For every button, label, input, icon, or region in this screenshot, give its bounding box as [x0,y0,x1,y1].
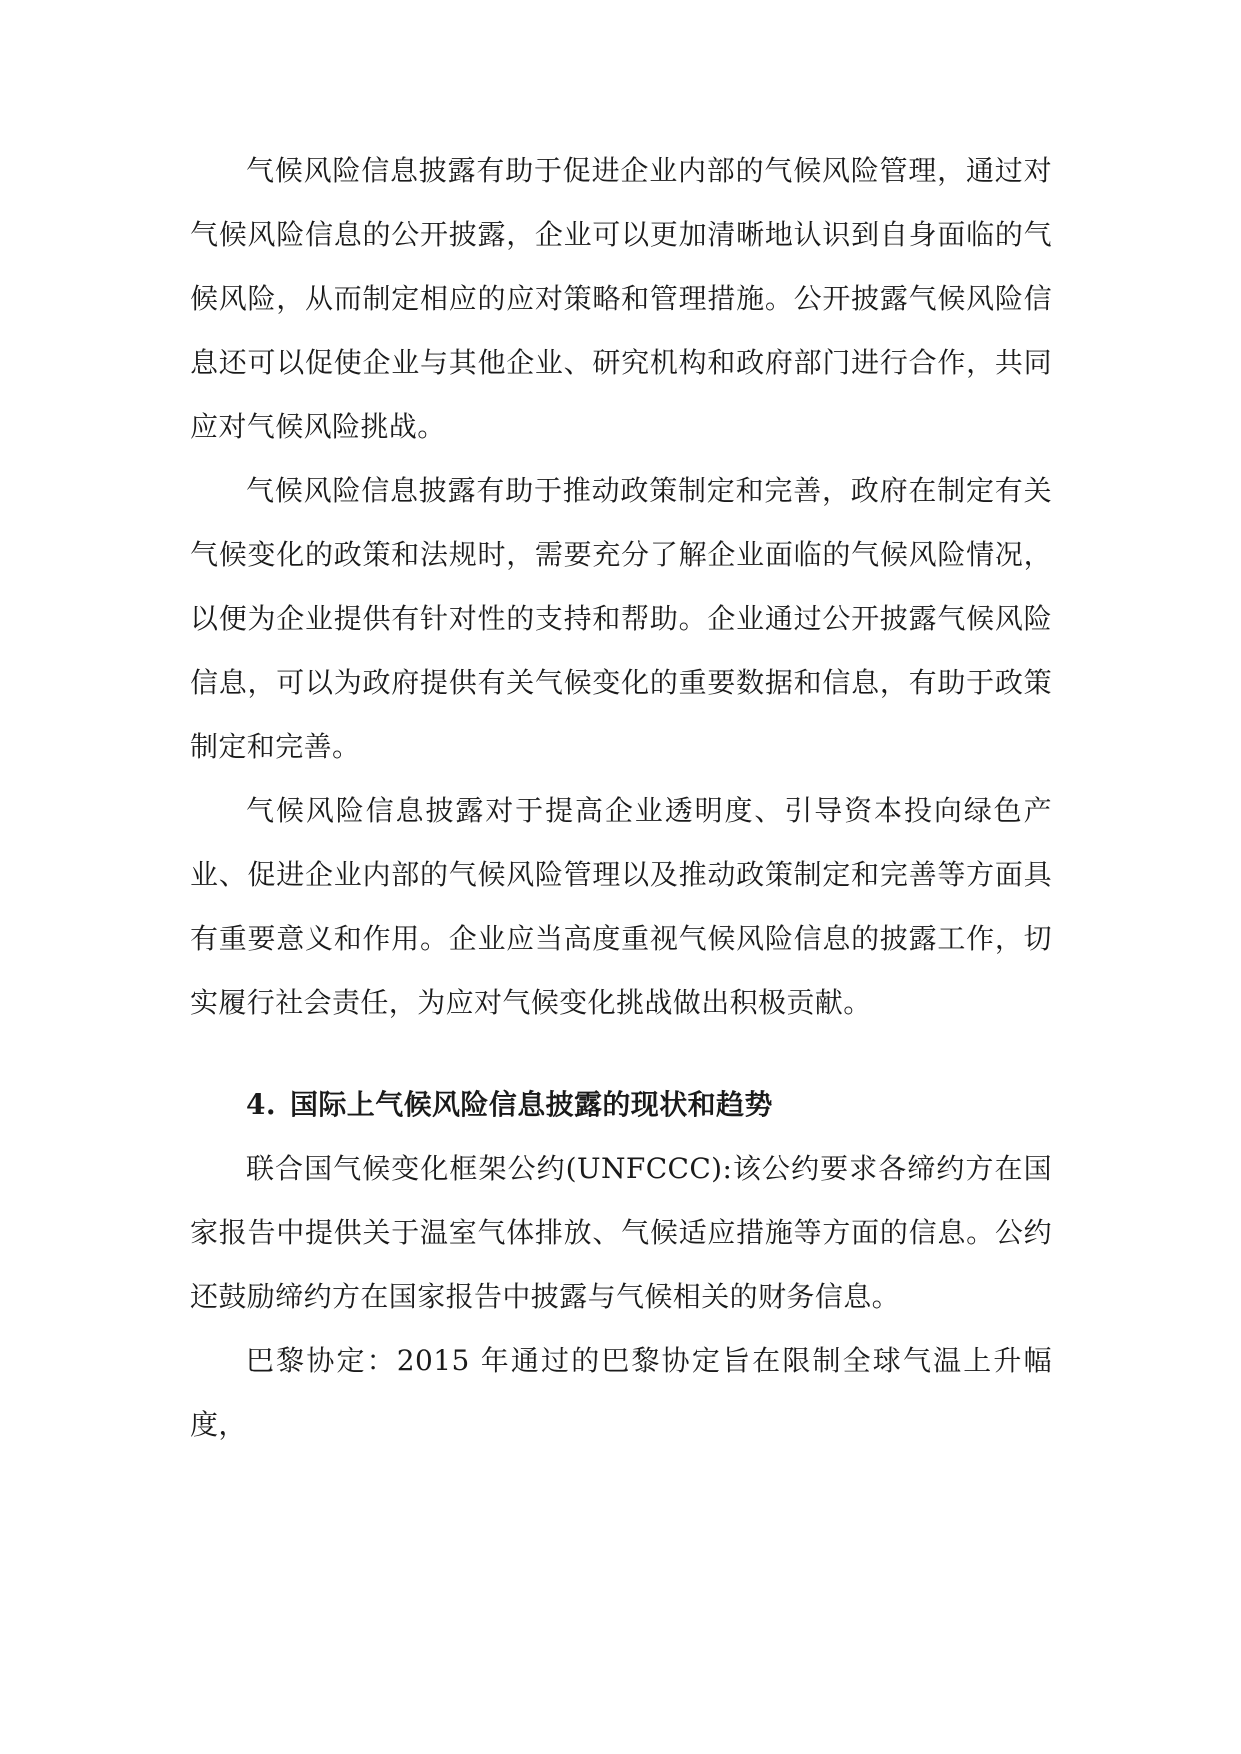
document-page [190,139,1052,1457]
paragraph-policy-making: 气候风险信息披露有助于推动政策制定和完善，政府在制定有关气候变化的政策和法规时，需要充分了解企业面临的气候风险情况，以便为企业提供有针对性的支持和帮助。企业通过公开披露气候风险信息，可以为政府提供有关气候变化的重要数据和信息，有助于政策制定和完善。 [190,474,1052,763]
paragraph-importance-summary: 气候风险信息披露对于提高企业透明度、引导资本投向绿色产业、促进企业内部的气候风险管理以及推动政策制定和完善等方面具有重要意义和作用。企业应当高度重视气候风险信息的披露工作，切实履行社会责任，为应对气候变化挑战做出积极贡献。 [190,794,1052,1019]
section-heading [190,1073,1052,1137]
section-number: 4. [246,1088,277,1121]
paragraph-climate-risk-management: 气候风险信息披露有助于促进企业内部的气候风险管理，通过对气候风险信息的公开披露，企业可以更加清晰地认识到自身面临的气候风险，从而制定相应的应对策略和管理措施。公开披露气候风险信息还可以促使企业与其他企业、研究机构和政府部门进行合作，共同应对气候风险挑战。 [190,154,1052,443]
paragraph-unfccc: 联合国气候变化框架公约(UNFCCC):该公约要求各缔约方在国家报告中提供关于温室气体排放、气候适应措施等方面的信息。公约还鼓励缔约方在国家报告中披露与气候相关的财务信息。 [190,1152,1052,1313]
section-title: 国际上气候风险信息披露的现状和趋势 [290,1088,773,1121]
paragraph-paris-agreement: 巴黎协定：2015 年通过的巴黎协定旨在限制全球气温上升幅度， [190,1344,1052,1441]
